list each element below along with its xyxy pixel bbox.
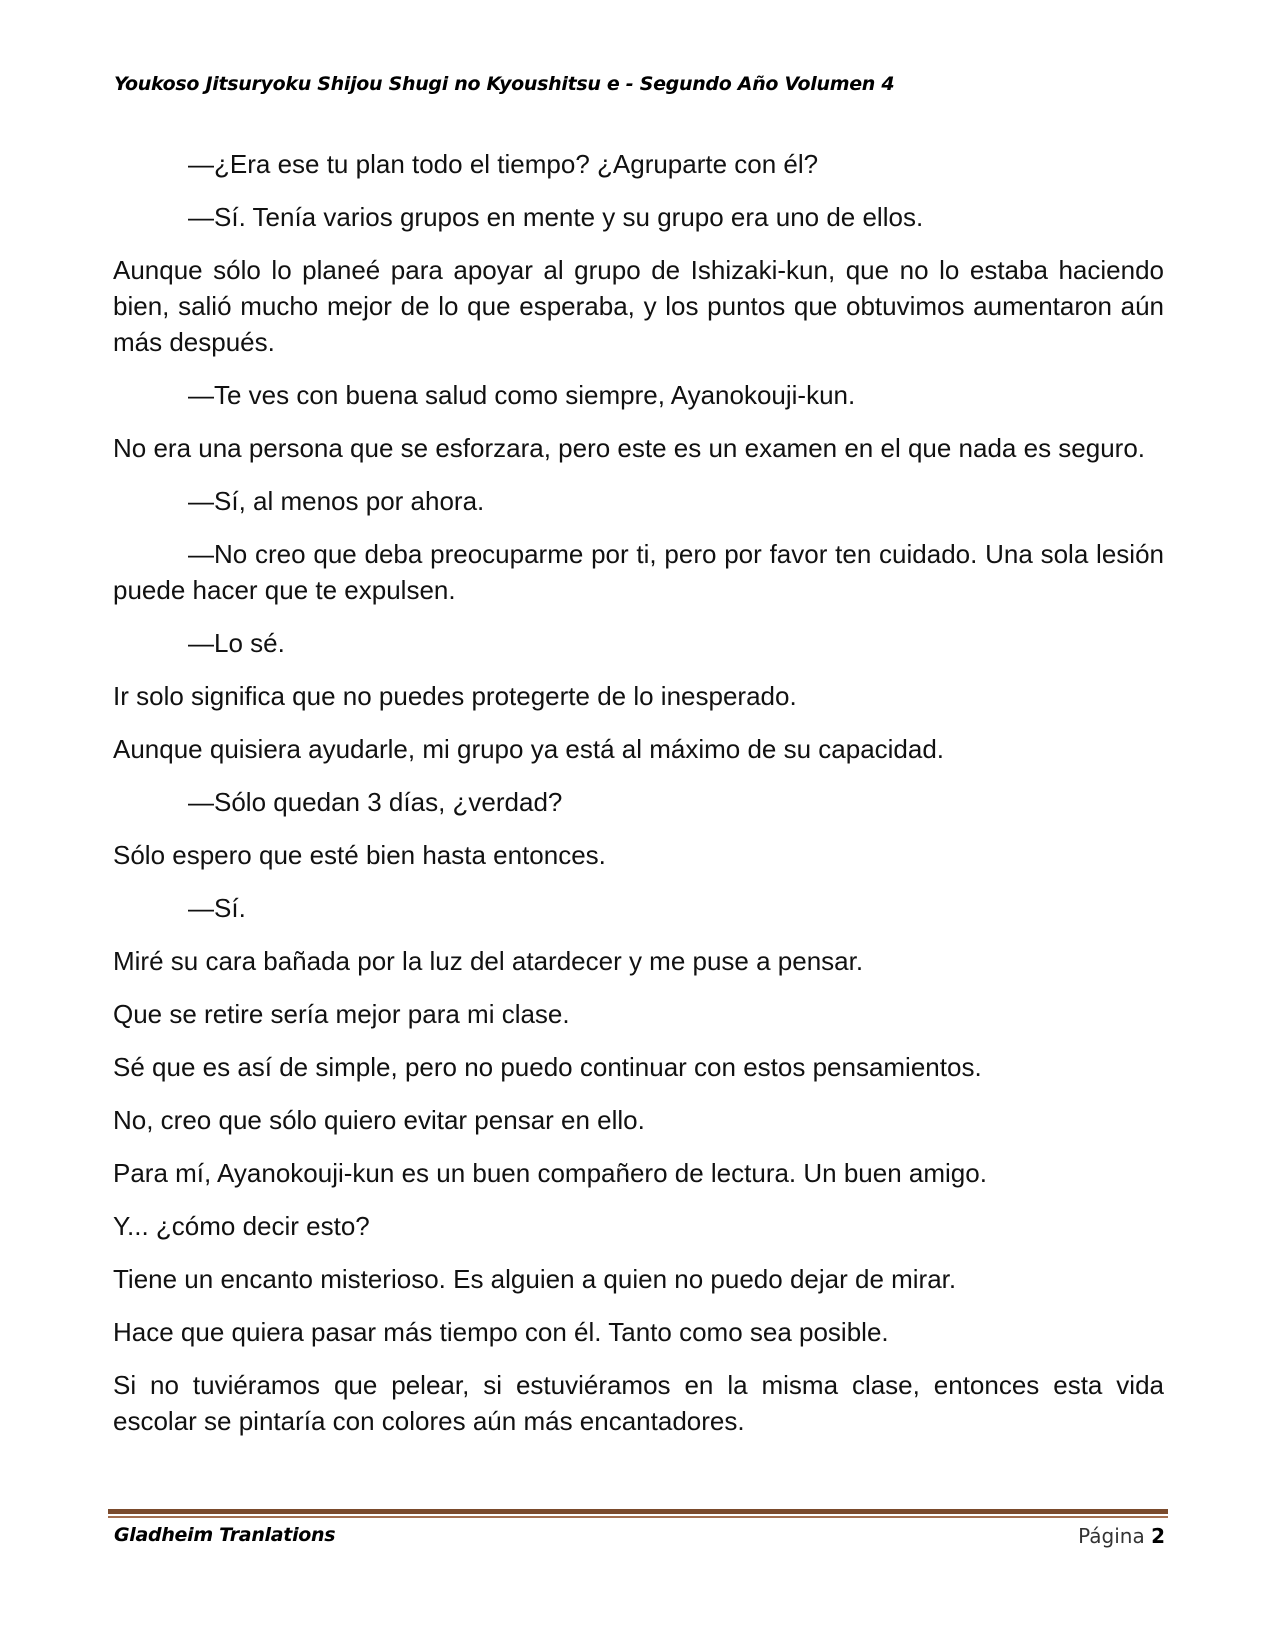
narration-paragraph: Aunque sólo lo planeé para apoyar al grupo de Ishizaki-kun, que no lo estaba haciendo bien, salió mucho mejor de lo que esperaba, y los puntos que obtuvimos aumentaron aún más después. (113, 255, 1164, 357)
page-body (113, 146, 1164, 1456)
narration-paragraph: Que se retire sería mejor para mi clase. (113, 999, 570, 1029)
footer-divider (108, 1509, 1168, 1518)
dialogue-line: —Sí. (188, 893, 246, 923)
narration-paragraph: Ir solo significa que no puedes protegerte de lo inesperado. (113, 681, 797, 711)
narration-paragraph: Sólo espero que esté bien hasta entonces. (113, 840, 606, 870)
narration-paragraph: No era una persona que se esforzara, pero este es un examen en el que nada es seguro. (113, 433, 1146, 463)
footer-divider-thick (108, 1509, 1168, 1514)
narration-paragraph: Aunque quisiera ayudarle, mi grupo ya está al máximo de su capacidad. (113, 734, 945, 764)
dialogue-line: —Sí. Tenía varios grupos en mente y su grupo era uno de ellos. (188, 202, 924, 232)
dialogue-line: —Te ves con buena salud como siempre, Ayanokouji-kun. (188, 380, 856, 410)
page-number-value: 2 (1151, 1524, 1165, 1548)
narration-paragraph: Hace que quiera pasar más tiempo con él. Tanto como sea posible. (113, 1317, 889, 1347)
dialogue-line: —Sí, al menos por ahora. (188, 486, 485, 516)
narration-paragraph: Y... ¿cómo decir esto? (113, 1211, 370, 1241)
dialogue-line: —Lo sé. (188, 628, 285, 658)
narration-paragraph: Miré su cara bañada por la luz del atardecer y me puse a pensar. (113, 946, 864, 976)
dialogue-line: —No creo que deba preocuparme por ti, pero por favor ten cuidado. Una sola lesión puede hacer que te expulsen. (113, 539, 1164, 605)
narration-paragraph: Sé que es así de simple, pero no puedo continuar con estos pensamientos. (113, 1052, 982, 1082)
dialogue-line: —Sólo quedan 3 días, ¿verdad? (188, 787, 563, 817)
narration-paragraph: Si no tuviéramos que pelear, si estuviéramos en la misma clase, entonces esta vida escolar se pintaría con colores aún más encantadores. (113, 1370, 1164, 1436)
footer-divider-thin (108, 1516, 1168, 1518)
page-label: Página (1078, 1524, 1145, 1548)
translator-credit: Gladheim Tranlations (114, 1524, 336, 1546)
narration-paragraph: Tiene un encanto misterioso. Es alguien a quien no puedo dejar de mirar. (113, 1264, 957, 1294)
dialogue-line: —¿Era ese tu plan todo el tiempo? ¿Agruparte con él? (188, 149, 819, 179)
narration-paragraph: Para mí, Ayanokouji-kun es un buen compañero de lectura. Un buen amigo. (113, 1158, 987, 1188)
page-number (1078, 1524, 1165, 1548)
running-header: Youkoso Jitsuryoku Shijou Shugi no Kyoushitsu e - Segundo Año Volumen 4 (114, 73, 895, 95)
narration-paragraph: No, creo que sólo quiero evitar pensar en ello. (113, 1105, 645, 1135)
